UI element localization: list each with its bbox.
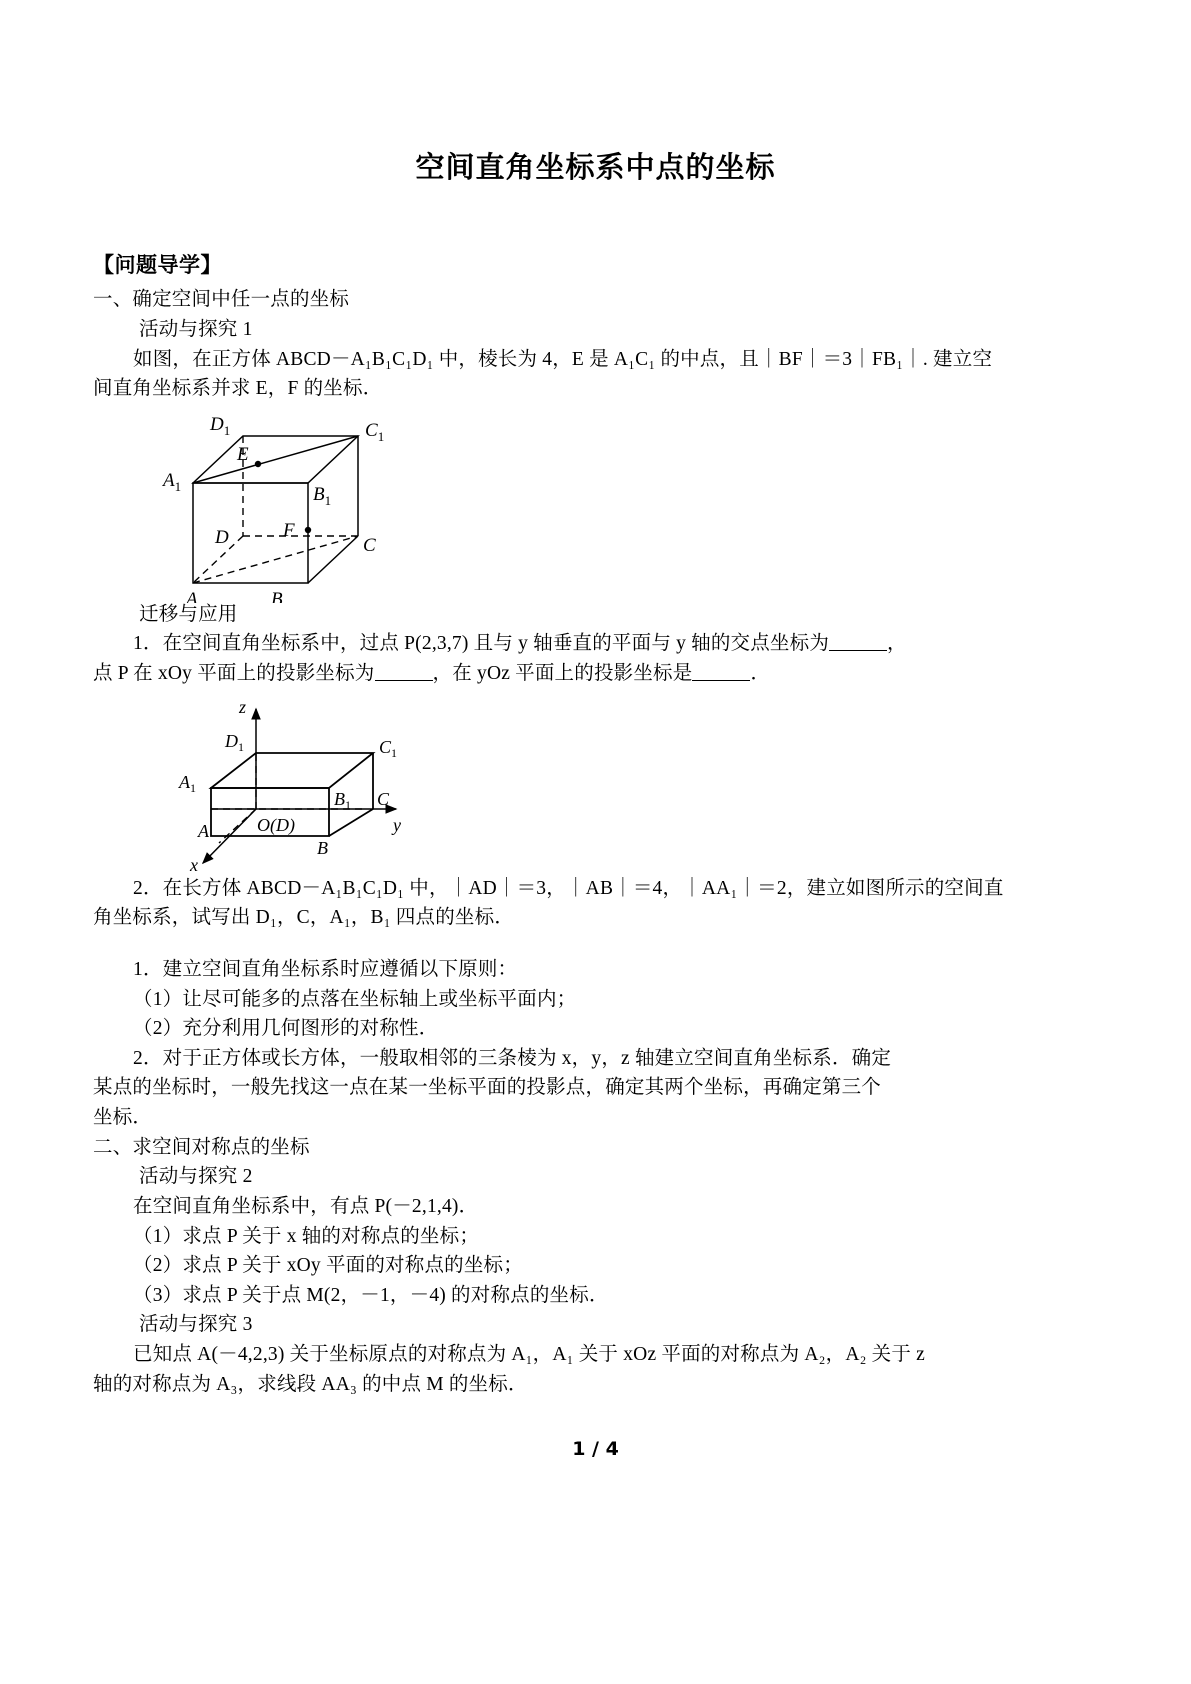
question-1-part-b: ，在 yOz 平面上的投影坐标是 bbox=[432, 663, 693, 685]
label-A1-fig2: $A_1$ bbox=[179, 771, 196, 795]
activity2-line: 在空间直角坐标系中，有点 P(－2,1,4)． bbox=[133, 1195, 479, 1217]
activity2-label: 活动与探究 2 bbox=[139, 1166, 253, 1188]
question-1-line1 bbox=[93, 629, 1101, 659]
activity3-label: 活动与探究 3 bbox=[139, 1314, 253, 1336]
page-number: 1 / 4 bbox=[572, 1438, 619, 1460]
question-2-line1: 2．在长方体 ABCD－A₁B₁C₁D₁ 中，｜AD｜＝3，｜AB｜＝4，｜AA₁｜＝2，建立如图所示的空间直 bbox=[133, 877, 1004, 899]
part-two-heading: 二、求空间对称点的坐标 bbox=[93, 1136, 310, 1158]
label-B1-fig2: $B_1$ bbox=[334, 788, 351, 812]
answer-blank-3[interactable] bbox=[692, 680, 750, 681]
transfer-label: 迁移与应用 bbox=[139, 603, 238, 625]
label-D1: $D_1$ bbox=[210, 413, 231, 438]
activity3-line2: 轴的对称点为 A₃，求线段 AA₃ 的中点 M 的坐标． bbox=[93, 1373, 528, 1395]
tip-2-line2: 某点的坐标时，一般先找这一点在某一坐标平面的投影点，确定其两个坐标，再确定第三个 bbox=[93, 1077, 882, 1099]
label-D1-fig2: $D_1$ bbox=[225, 730, 244, 754]
activity1-line2: 间直角坐标系并求 E，F 的坐标． bbox=[93, 378, 383, 400]
label-D: D bbox=[215, 526, 229, 548]
label-A: A bbox=[186, 588, 198, 603]
label-A1: $A_1$ bbox=[163, 469, 182, 494]
guide-heading: 【问题导学】 bbox=[93, 253, 222, 277]
figure-box-axes bbox=[93, 689, 1101, 874]
question-1-text: 1．在空间直角坐标系中，过点 P(2,3,7) 且与 y 轴垂直的平面与 y 轴的交点坐标为 bbox=[133, 633, 830, 655]
question-1-line2 bbox=[93, 659, 1101, 689]
label-F: F bbox=[283, 519, 295, 541]
tip-2-line3: 坐标． bbox=[93, 1107, 153, 1129]
activity2-question-2: （2）求点 P 关于 xOy 平面的对称点的坐标； bbox=[133, 1255, 523, 1277]
label-origin-O-D: O(D) bbox=[257, 814, 295, 835]
answer-blank-2[interactable] bbox=[375, 680, 433, 681]
figure-cube bbox=[93, 404, 1101, 603]
label-B: B bbox=[271, 588, 283, 603]
document-body bbox=[93, 252, 1101, 1399]
page-title: 空间直角坐标系中点的坐标 bbox=[415, 150, 776, 184]
answer-blank-1[interactable] bbox=[829, 650, 887, 651]
point-F-dot bbox=[305, 527, 311, 533]
label-C1: $C_1$ bbox=[365, 419, 385, 444]
tip-2-line1: 2．对于正方体或长方体，一般取相邻的三条棱为 x，y，z 轴建立空间直角坐标系．确定 bbox=[133, 1047, 892, 1069]
part-one-heading: 一、确定空间中任一点的坐标 bbox=[93, 289, 350, 311]
label-B1: $B_1$ bbox=[313, 483, 332, 508]
activity3-line1: 已知点 A(－4,2,3) 关于坐标原点的对称点为 A₁，A₁ 关于 xOz 平面的对称点为 A₂，A₂ 关于 z bbox=[133, 1344, 926, 1366]
box-axes-diagram-svg bbox=[141, 691, 431, 876]
question-1-part-c: ． bbox=[750, 663, 771, 685]
activity2-question-1: （1）求点 P 关于 x 轴的对称点的坐标； bbox=[133, 1225, 480, 1247]
figure-box-axes-canvas bbox=[141, 691, 431, 881]
label-C-fig2: C bbox=[377, 788, 390, 809]
activity1-label: 活动与探究 1 bbox=[139, 318, 253, 340]
tip-1-a: （1）让尽可能多的点落在坐标轴上或坐标平面内； bbox=[133, 988, 577, 1010]
label-C1-fig2: $C_1$ bbox=[379, 736, 398, 760]
tip-1-b: （2）充分利用几何图形的对称性． bbox=[133, 1018, 439, 1040]
question-1-tail: ， bbox=[887, 633, 907, 655]
point-E-dot bbox=[255, 461, 261, 467]
label-z-axis: z bbox=[239, 696, 247, 717]
activity2-question-3: （3）求点 P 关于点 M(2，－1，－4) 的对称点的坐标． bbox=[133, 1284, 609, 1306]
figure-cube-canvas bbox=[153, 408, 413, 608]
cube-diagram-svg bbox=[153, 408, 413, 603]
question-2-line2: 角坐标系，试写出 D₁，C，A₁，B₁ 四点的坐标． bbox=[93, 907, 515, 929]
question-1-part-a: 点 P 在 xOy 平面上的投影坐标为 bbox=[93, 663, 375, 685]
label-E: E bbox=[237, 443, 249, 465]
tip-1: 1．建立空间直角坐标系时应遵循以下原则： bbox=[133, 958, 518, 980]
label-A-fig2: A bbox=[198, 820, 209, 841]
activity1-line1: 如图，在正方体 ABCD－A₁B₁C₁D₁ 中，棱长为 4，E 是 A₁C₁ 的中点，且｜BF｜＝3｜FB₁｜. 建立空 bbox=[133, 348, 993, 370]
label-x-axis: x bbox=[190, 854, 198, 875]
label-C: C bbox=[363, 534, 376, 556]
label-B-fig2: B bbox=[317, 837, 328, 858]
label-y-axis: y bbox=[393, 814, 401, 835]
